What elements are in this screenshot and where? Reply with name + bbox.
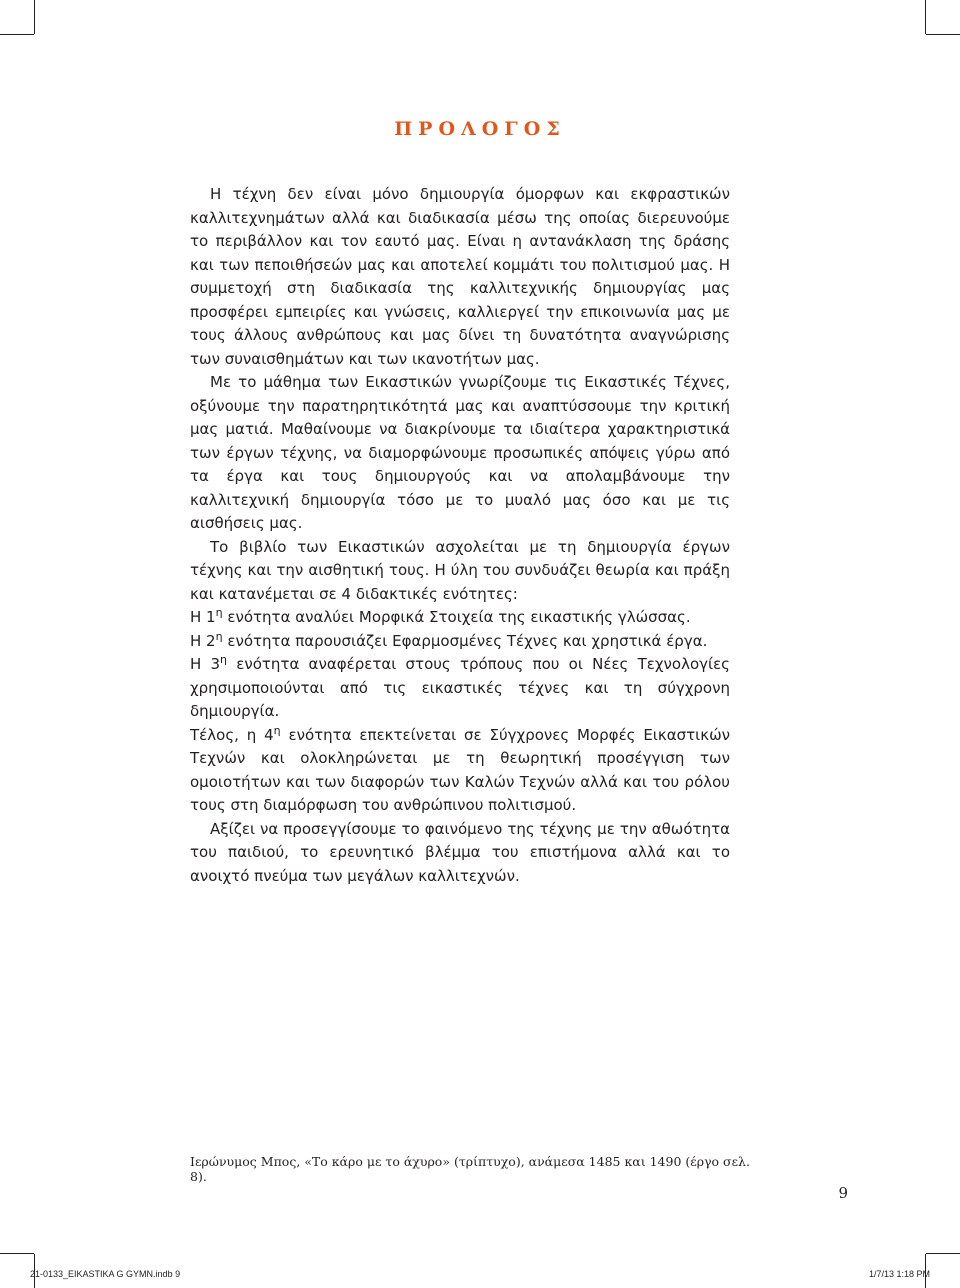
slug-file-info: 21-0133_EIKASTIKA G GYMN.indb 9	[30, 1269, 181, 1279]
paragraph-book: Το βιβλίο των Εικαστικών ασχολείται με τη δημιουργία έργων τέχνης και την αισθητική τους. Η ύλη του συνδυάζει θεωρία και πράξη και κατανέμεται σε 4 διδακτικές ενότητες:	[190, 537, 730, 603]
figure-caption: Ιερώνυμος Μπος, «Το κάρο με το άχυρο» (τρίπτυχο), ανάμεσα 1485 και 1490 (έργο σελ. 8).	[190, 1154, 750, 1184]
crop-mark-right-top	[926, 34, 960, 35]
crop-mark-top-left	[34, 0, 35, 34]
unit-line-4: Τέλος, η $4^\eta$ ενότητα επεκτείνεται σε Σύγχρονες Μορφές Εικαστικών Τεχνών και ολοκληρώνεται με τη θεωρητική προσέγγιση των ομοιοτήτων και των διαφορών των Καλών Τεχνών αλλά και του ρόλου τους στη διαμόρφωση του ανθρώπινου πολιτισμού.	[190, 723, 731, 814]
page-title: ΠΡΟΛΟΓΟΣ	[394, 118, 566, 140]
unit-line-1: Η $1^\eta$ ενότητα αναλύει Μορφικά Στοιχεία της εικαστικής γλώσσας.	[190, 606, 691, 626]
paragraph-course: Με το μάθημα των Εικαστικών γνωρίζουμε τις Εικαστικές Τέχνες, οξύνουμε την παρατηρητικότητά μας και αναπτύσσουμε την κριτική μας ματιά. Μαθαίνουμε να διακρίνουμε τα ιδιαίτερα χαρακτηριστικά των έργων τέχνης, να διαμορφώνουμε προσωπικές απόψεις γύρω από τα έργα και τους δημιουργούς και να απολαμβάνουμε την καλλιτεχνική δημιουργία τόσο με το μυαλό μας όσο και με τις αισθήσεις μας.	[190, 373, 730, 532]
paragraph-closing: Αξίζει να προσεγγίσουμε το φαινόμενο της τέχνης με την αθωότητα του παιδιού, το ερευνητικό βλέμμα του επιστήμονα αλλά και το ανοιχτό πνεύμα των μεγάλων καλλιτεχνών.	[190, 819, 730, 885]
crop-mark-top-right	[925, 0, 926, 34]
preface-body	[190, 183, 730, 888]
crop-mark-left-top	[0, 34, 34, 35]
crop-mark-right-bottom	[926, 1253, 960, 1254]
unit-line-3: Η $3^\eta$ ενότητα αναφέρεται στους τρόπους που οι Νέες Τεχνολογίες χρησιμοποιούνται από τις εικαστικές τέχνες και τη σύγχρονη δημιουργία.	[190, 653, 730, 720]
crop-mark-left-bottom	[0, 1253, 34, 1254]
slug-date-info: 1/7/13 1:18 PM	[868, 1269, 930, 1279]
paragraph-intro: Η τέχνη δεν είναι μόνο δημιουργία όμορφων και εκφραστικών καλλιτεχνημάτων αλλά και διαδικασία μέσω της οποίας διερευνούμε το περιβάλλον και τον εαυτό μας. Είναι η αντανάκλαση της δράσης και των πεποιθήσεών μας και αποτελεί κομμάτι του πολιτισμού μας. Η συμμετοχή στη διαδικασία της καλλιτεχνικής δημιουργίας μας προσφέρει εμπειρίες και γνώσεις, καλλιεργεί την επικοινωνία μας με τους άλλους ανθρώπους και μας δίνει τη δυνατότητα αναγνώρισης των συναισθημάτων και των ικανοτήτων μας.	[190, 185, 730, 368]
page-number: 9	[838, 1184, 848, 1202]
unit-line-2: Η $2^\eta$ ενότητα παρουσιάζει Εφαρμοσμένες Τέχνες και χρηστικά έργα.	[190, 629, 708, 650]
